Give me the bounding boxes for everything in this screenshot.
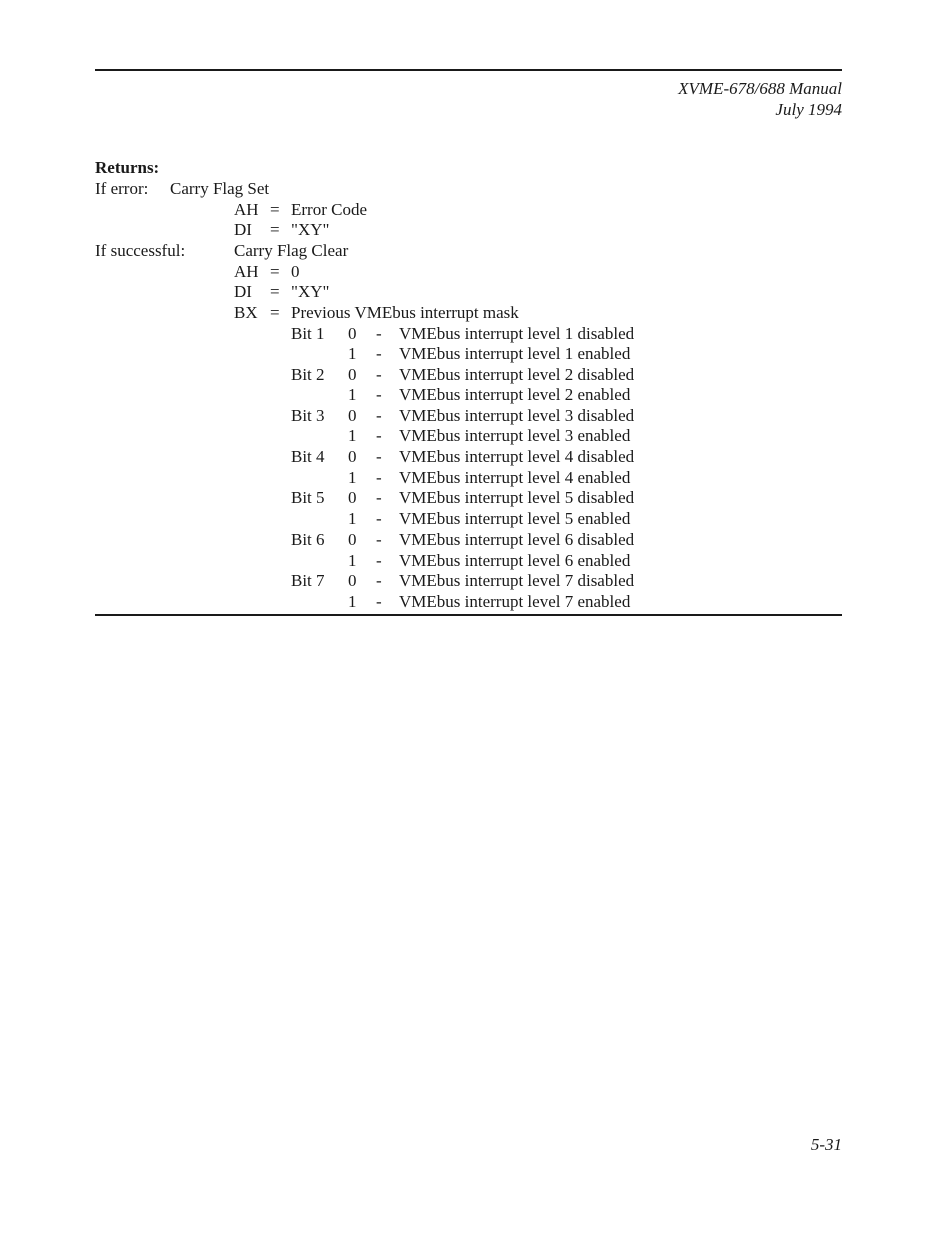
- bit-label: Bit 2: [291, 365, 325, 384]
- bit-dash: -: [376, 468, 382, 487]
- bit-dash: -: [376, 530, 382, 549]
- success-eq-di: =: [270, 282, 280, 301]
- error-eq-ah: =: [270, 200, 280, 219]
- bit-value: 1: [348, 509, 357, 528]
- bit-label: Bit 1: [291, 324, 325, 343]
- bit-value: 0: [348, 530, 357, 549]
- top-rule: [95, 69, 842, 71]
- success-carry-flag: Carry Flag Clear: [234, 241, 349, 260]
- error-eq-di: =: [270, 220, 280, 239]
- error-carry-flag: Carry Flag Set: [170, 179, 270, 198]
- bit-value: 0: [348, 447, 357, 466]
- bit-value: 1: [348, 592, 357, 611]
- bit-dash: -: [376, 551, 382, 570]
- bit-description: VMEbus interrupt level 2 disabled: [399, 365, 635, 384]
- bit-dash: -: [376, 426, 382, 445]
- bit-value: 1: [348, 385, 357, 404]
- bit-description: VMEbus interrupt level 1 enabled: [399, 344, 631, 363]
- bit-value: 1: [348, 344, 357, 363]
- bit-dash: -: [376, 592, 382, 611]
- bit-label: Bit 3: [291, 406, 325, 425]
- bit-description: VMEbus interrupt level 6 disabled: [399, 530, 635, 549]
- bit-label: Bit 7: [291, 571, 325, 590]
- bit-value: 1: [348, 551, 357, 570]
- returns-heading: Returns:: [95, 158, 160, 177]
- success-val-bx: Previous VMEbus interrupt mask: [291, 303, 519, 322]
- error-val-ah: Error Code: [291, 200, 368, 219]
- if-error-label: If error:: [95, 179, 149, 198]
- success-val-di: "XY": [291, 282, 330, 301]
- bit-dash: -: [376, 488, 382, 507]
- bit-description: VMEbus interrupt level 5 disabled: [399, 488, 635, 507]
- bit-description: VMEbus interrupt level 4 enabled: [399, 468, 631, 487]
- bit-value: 0: [348, 488, 357, 507]
- bit-description: VMEbus interrupt level 2 enabled: [399, 385, 631, 404]
- bit-dash: -: [376, 447, 382, 466]
- success-eq-bx: =: [270, 303, 280, 322]
- manual-date: July 1994: [775, 100, 842, 119]
- manual-title: XVME-678/688 Manual: [678, 79, 842, 98]
- running-header: [678, 78, 842, 120]
- bit-value: 1: [348, 468, 357, 487]
- bit-value: 0: [348, 571, 357, 590]
- bit-dash: -: [376, 385, 382, 404]
- bit-description: VMEbus interrupt level 3 enabled: [399, 426, 631, 445]
- bit-description: VMEbus interrupt level 4 disabled: [399, 447, 635, 466]
- bit-value: 0: [348, 406, 357, 425]
- bottom-rule: [95, 614, 842, 616]
- success-eq-ah: =: [270, 262, 280, 281]
- bit-label: Bit 4: [291, 447, 325, 466]
- if-successful-label: If successful:: [95, 241, 186, 260]
- bit-description: VMEbus interrupt level 3 disabled: [399, 406, 635, 425]
- bit-description: VMEbus interrupt level 6 enabled: [399, 551, 631, 570]
- bit-dash: -: [376, 365, 382, 384]
- bit-description: VMEbus interrupt level 7 disabled: [399, 571, 635, 590]
- bit-value: 1: [348, 426, 357, 445]
- bit-description: VMEbus interrupt level 1 disabled: [399, 324, 635, 343]
- bit-value: 0: [348, 324, 357, 343]
- error-reg-ah: AH: [234, 200, 259, 219]
- bit-description: VMEbus interrupt level 5 enabled: [399, 509, 631, 528]
- bit-label: Bit 5: [291, 488, 325, 507]
- success-reg-di: DI: [234, 282, 252, 301]
- bit-dash: -: [376, 324, 382, 343]
- success-reg-bx: BX: [234, 303, 258, 322]
- bit-dash: -: [376, 406, 382, 425]
- bit-dash: -: [376, 509, 382, 528]
- error-val-di: "XY": [291, 220, 330, 239]
- bit-dash: -: [376, 571, 382, 590]
- bit-description: VMEbus interrupt level 7 enabled: [399, 592, 631, 611]
- bit-label: Bit 6: [291, 530, 325, 549]
- bit-value: 0: [348, 365, 357, 384]
- success-reg-ah: AH: [234, 262, 259, 281]
- page-number: 5-31: [810, 1135, 842, 1154]
- bit-dash: -: [376, 344, 382, 363]
- error-reg-di: DI: [234, 220, 252, 239]
- success-val-ah: 0: [291, 262, 300, 281]
